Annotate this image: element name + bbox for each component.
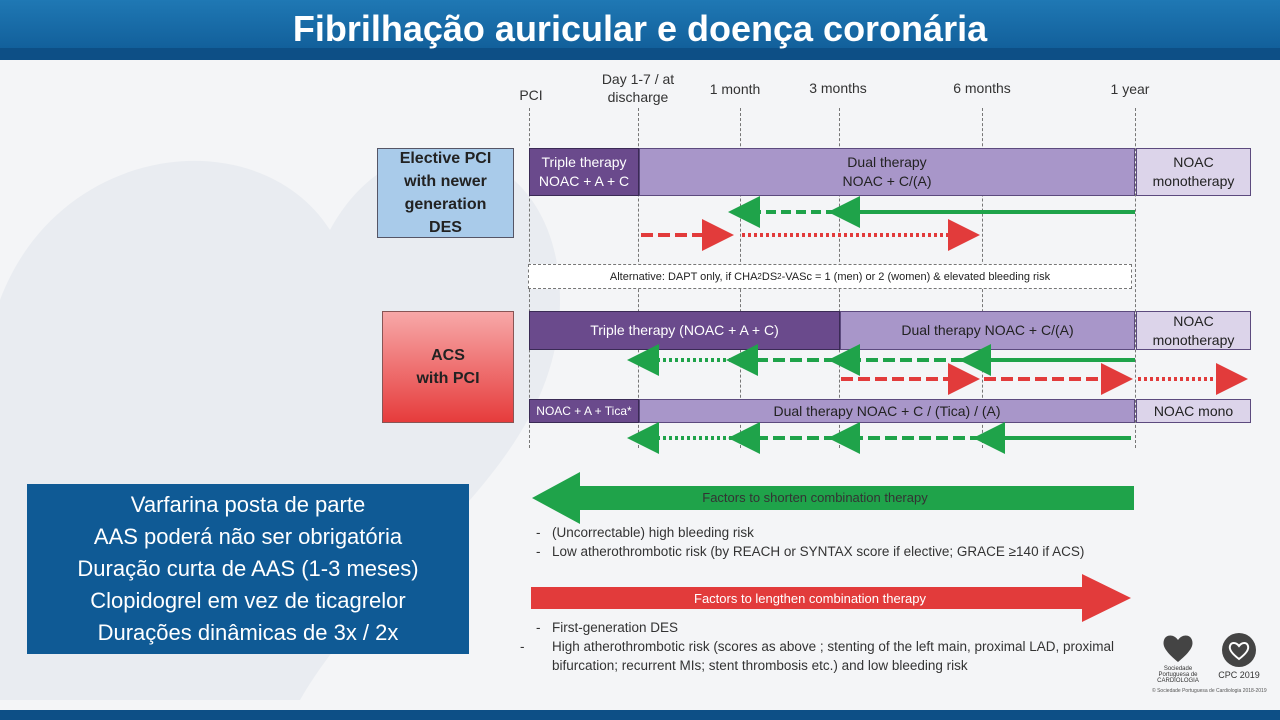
acs-triple-therapy: Triple therapy (NOAC + A + C)	[529, 311, 840, 350]
timeline-6-months: 6 months	[953, 80, 1011, 96]
shorten-factor-2: - Low atherothrombotic risk (by REACH or SYNTAX score if elective; GRACE ≥140 if ACS)	[536, 542, 1136, 561]
timeline-1-month: 1 month	[709, 81, 761, 97]
acs-pci-label: ACS with PCI	[382, 311, 514, 423]
acs-alt-dual-therapy: Dual therapy NOAC + C / (Tica) / (A)	[639, 399, 1135, 423]
summary-line-4: Clopidogrel em vez de ticagrelor	[90, 588, 406, 613]
alt-sub1: 2	[757, 272, 762, 281]
summary-box	[27, 484, 469, 654]
elective-noac-monotherapy: NOAC monotherapy	[1136, 148, 1251, 196]
elective-pci-label: Elective PCI with newer generation DES	[377, 148, 514, 238]
cpc-logo-text: CPC 2019	[1218, 670, 1260, 680]
spc-heart-icon	[1160, 632, 1196, 664]
lengthen-factor-2-text: High atherothrombotic risk (scores as above ; stenting of the left main, proximal LAD, proximal bifurcation; recurrent MIs; stent thrombosis etc.) and low bleeding risk	[552, 639, 1114, 673]
summary-line-2: AAS poderá não ser obrigatória	[93, 524, 403, 549]
acs-alt-noac-mono: NOAC mono	[1136, 399, 1251, 423]
slide-title: Fibrilhação auricular e doença coronária	[292, 8, 988, 49]
acs-dual-therapy: Dual therapy NOAC + C/(A)	[840, 311, 1135, 350]
lengthen-label: Factors to lengthen combination therapy	[694, 591, 926, 606]
spc-logo	[1152, 632, 1204, 684]
alt-prefix: Alternative: DAPT only, if CHA	[609, 270, 758, 283]
shorten-factors-list	[536, 523, 1136, 561]
cpc-heart-icon	[1219, 632, 1259, 668]
copyright-text: © Sociedade Portuguesa de Cardiologia 2018-2019	[1152, 688, 1267, 694]
shorten-factor-1: - (Uncorrectable) high bleeding risk	[536, 523, 1136, 542]
lengthen-factor-2	[536, 637, 1126, 675]
timeline-1-year: 1 year	[1110, 81, 1150, 97]
timeline-3-months: 3 months	[809, 80, 867, 96]
spc-logo-text: Sociedade Portuguesa de CARDIOLOGIA	[1157, 666, 1199, 684]
acs-noac-monotherapy: NOAC monotherapy	[1136, 311, 1251, 350]
lengthen-factor-1: - First-generation DES	[536, 618, 1126, 637]
elective-dual-therapy: Dual therapy NOAC + C/(A)	[639, 148, 1135, 196]
summary-line-1: Varfarina posta de parte	[130, 492, 366, 517]
summary-line-5: Durações dinâmicas de 3x / 2x	[97, 620, 399, 645]
acs-alt-triple-tica: NOAC + A + Tica*	[529, 399, 639, 423]
elective-triple-therapy: Triple therapy NOAC + A + C	[529, 148, 639, 196]
timeline-day1-7: Day 1-7 / at discharge	[601, 71, 675, 105]
alt-mid: DS	[761, 270, 778, 283]
cpc-logo	[1214, 632, 1264, 680]
summary-line-3: Duração curta de AAS (1-3 meses)	[77, 556, 419, 581]
timeline-pci: PCI	[519, 87, 543, 103]
alt-suffix: -VASc = 1 (men) or 2 (women) & elevated bleeding risk	[781, 270, 1051, 283]
alt-sub2: 2	[777, 272, 782, 281]
lengthen-factors-list	[536, 618, 1126, 675]
shorten-label: Factors to shorten combination therapy	[702, 490, 928, 505]
